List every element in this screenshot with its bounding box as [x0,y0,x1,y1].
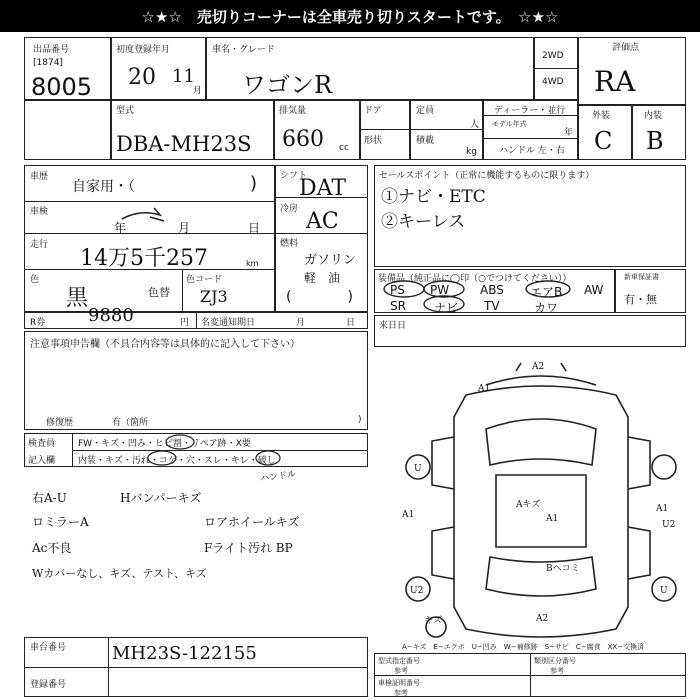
handle-note: ハンドル [259,469,297,485]
sales-point-label: セールスポイント（正常に機能するものに限ります） [379,171,595,181]
repair-value: 有（箇所 [112,418,149,428]
repair-label: 修復歴 [46,418,74,428]
equip-airbag: エアB [530,285,563,299]
inspect-month-unit: 月 [178,221,191,235]
handle-label: ハンドル 左・右 [499,146,565,156]
grade-label: 評価点 [612,43,640,53]
int-value: B [646,127,664,155]
ac-value: AC [306,209,339,234]
dmg-rear-a2: A2 [536,614,549,624]
load-unit: kg [466,147,477,157]
inspect-day-unit: 日 [248,221,261,235]
equip-ps: PS [390,283,405,297]
dmg-a1-fl: A1 [478,384,491,394]
history-value: 自家用・（ [72,179,135,195]
door-label: ドア [364,106,382,116]
arrival-section [374,315,686,347]
mileage-unit: km [246,259,259,268]
remark-left-2: ロミラーA [32,515,89,529]
chassis-value: MH23S-122155 [112,643,257,664]
color-code-value: ZJ3 [200,287,228,306]
notes-label: 注意事項申告欄（不具合内容等は具体的に記入して下さい） [30,339,300,350]
remark-right-2: ロアホイールキズ [204,515,300,529]
dmg-a1-r: A1 [656,504,669,514]
drive-2wd: 2WD [542,51,564,61]
dmg-a1-c: A1 [546,514,559,524]
reg-number-label: 登録番号 [30,680,67,690]
recycle-value: 9880 [88,305,134,326]
equipment-circles [376,279,614,313]
equip-navi: ナビ [434,301,459,315]
mileage-label: 走行 [30,240,49,250]
arrival-label: 来日日 [379,321,407,331]
lot-sub: [1874] [33,58,63,68]
history-close-paren: ) [250,173,258,194]
dmg-tire-rr: U [660,586,668,596]
cap-unit: 人 [470,120,480,130]
remark-left-1: 右A-U [32,491,67,505]
shape-label: 形状 [364,136,383,146]
grade-value: RA [594,65,636,98]
sale-banner: ☆★☆ 売切りコーナーは全車売り切りスタートです。 ☆★☆ [0,0,700,32]
remark-left-3: Ac不良 [32,541,72,555]
remark-left-4: Wカバーなし、キズ、テスト、キズ [32,567,207,580]
dealer-label: ディーラー・並行 [494,106,566,116]
guarantee-value: 有・無 [624,293,657,306]
model-year-label: モデル年式 [492,120,527,128]
sales-item-1: ①ナビ・ETC [381,187,486,207]
lot-label: 出品番号 [33,45,70,55]
damage-legend: A−キズ E−エクボ U−凹み W−補修跡 S−サビ C−腐食 XX−交換済 [402,643,645,651]
disp-unit: cc [339,143,349,153]
equip-tv: TV [484,299,500,313]
class-label: 類別区分番号 [534,657,576,665]
fuel-alt: 軽 油 [304,271,341,285]
dmg-a1-l: A1 [402,510,415,520]
recycle-unit: 円 [180,318,190,328]
equip-sr: SR [390,299,406,313]
type-label: 型式 [116,106,135,116]
color-code-label: 色コード [186,275,223,285]
inspector-label-1: 検査員 [28,439,56,449]
repaint-label: 色替 [148,286,170,299]
remark-right-1: Hバンパーキズ [120,491,202,505]
repair-close: ) [358,415,362,425]
cert-label: 車検証明番号 [378,679,420,687]
fuel-paren: ( ) [286,289,353,305]
inspector-row-2: 内装・キズ・汚れ・コゲ・穴・スレ・キレ・破し [78,456,276,466]
disp-value: 660 [282,127,324,152]
car-damage-diagram [396,357,686,639]
equipment-label: 装備品（純正品に◯印（○でつけてください）） [378,274,572,284]
ref-label-2: 参考 [550,667,564,675]
equip-leather: カワ [534,301,559,315]
int-label: 内装 [644,111,663,121]
dmg-spare-note: キズ [424,616,442,626]
history-label: 車歴 [30,172,49,182]
color-value: 黒 [66,286,89,311]
fuel-value: ガソリン [304,253,357,268]
reg-month: 11 [172,66,195,87]
dmg-side: Aキズ [516,500,541,510]
car-label: 車名・グレード [212,45,276,55]
equip-pw: PW [430,283,450,297]
fuel-label: 燃料 [280,239,299,249]
dmg-roof: Bヘコミ [546,564,580,574]
ext-value: C [594,127,613,155]
equip-aw: AW [584,283,604,297]
guarantee-label: 新車保証書 [624,273,659,281]
chassis-label: 車台番号 [30,643,67,653]
load-label: 積載 [416,136,435,146]
tax-label: 名変通知期日 [201,318,256,328]
equip-abs: ABS [480,283,504,297]
ac-label: 冷房 [280,204,299,214]
ref-label-1: 参考 [394,667,408,675]
dmg-u2: U2 [662,520,676,530]
dmg-tire-fl: U [414,464,422,474]
sales-item-2: ②キーレス [381,212,466,232]
inspect-strike-mark [120,205,170,225]
ext-label: 外装 [592,111,611,121]
inspector-row-1: FW・キズ・凹み・ヒビ割・リペア跡・X要 [78,439,251,449]
mileage-value: 14万5千257 [80,246,208,271]
inspect-year-unit: 年 [114,221,127,235]
year-unit: 年 [564,128,574,138]
cap-label: 定員 [416,106,435,116]
reg-year: 20 [128,65,156,90]
remark-right-3: Fライト汚れ BP [204,541,293,555]
reg-month-suffix: 月 [193,86,203,96]
dmg-rr-u2: U2 [410,586,424,596]
type-designation-label: 型式指定番号 [378,657,420,665]
disp-label: 排気量 [279,106,307,116]
ref-label-3: 参考 [394,689,408,697]
drive-4wd: 4WD [542,77,564,87]
car-name: ワゴンR [242,71,333,99]
shift-label: シフト [280,171,308,181]
color-label: 色 [30,275,40,285]
shift-value: DAT [299,176,346,201]
type-value: DBA-MH23S [116,132,252,156]
reg-label: 初度登録年月 [116,45,171,55]
lot-number: 8005 [31,73,93,101]
auction-sheet [24,37,686,697]
dmg-front-a2: A2 [532,362,545,372]
inspect-label: 車検 [30,207,49,217]
tax-month: 月 [296,318,306,328]
recycle-label: R券 [30,318,46,328]
inspector-label-2: 記入欄 [28,456,56,466]
tax-day: 日 [346,318,356,328]
